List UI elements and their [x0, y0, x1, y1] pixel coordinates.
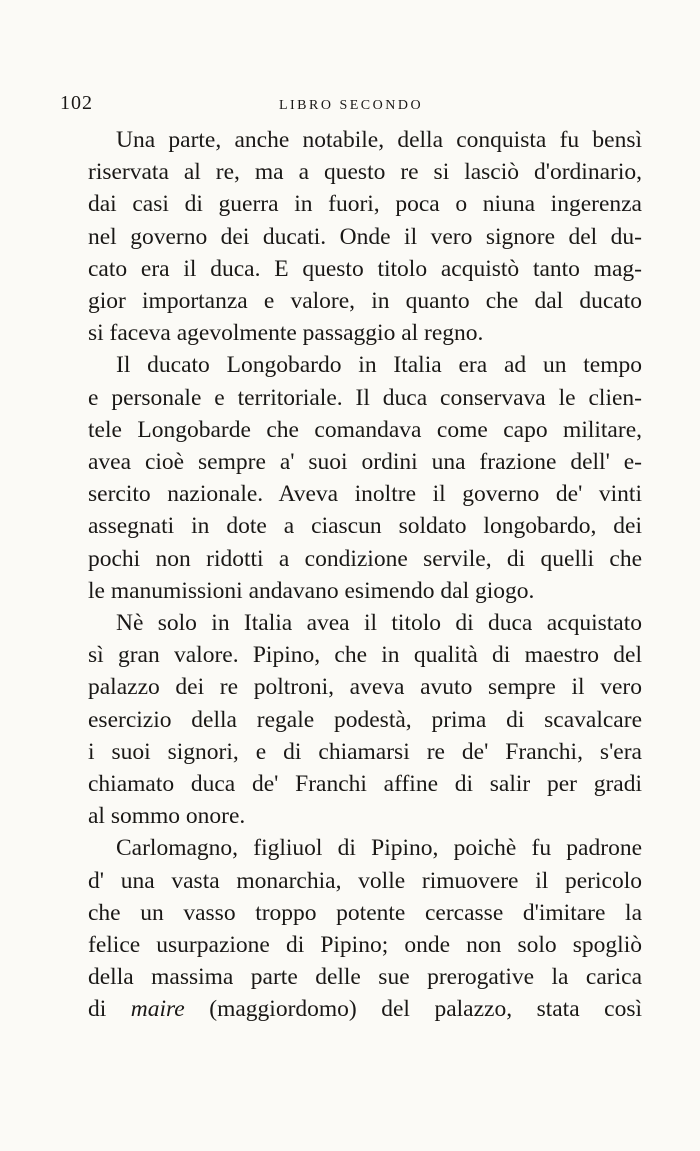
text-run: di: [88, 996, 131, 1023]
text-line: al sommo onore.: [88, 803, 246, 830]
page-number: 102: [60, 92, 93, 114]
text-line: pochi non ridotti a condizione servile, di quelli che: [88, 545, 642, 572]
text-line: assegnati in dote a ciascun soldato longobardo, dei: [88, 513, 642, 540]
text-line: tele Longobarde che comandava come capo militare,: [88, 416, 642, 443]
text-line: gior importanza e valore, in quanto che dal ducato: [88, 288, 642, 315]
text-line: dai casi di guerra in fuori, poca o niuna ingerenza: [88, 191, 642, 218]
text-line-final: [60, 993, 642, 1025]
text-line: nel governo dei ducati. Onde il vero signore del du-: [88, 223, 642, 250]
text-line: i suoi signori, e di chiamarsi re de' Franchi, s'era: [88, 738, 642, 765]
text-line: avea cioè sempre a' suoi ordini una frazione dell' e-: [88, 449, 642, 476]
text-line: d' una vasta monarchia, volle rimuovere il pericolo: [88, 867, 642, 894]
paragraph-1: [60, 124, 642, 349]
italic-term: maire: [130, 996, 185, 1023]
text-line: Una parte, anche notabile, della conquista fu bensì: [116, 127, 642, 153]
text-line: della massima parte delle sue prerogative la carica: [88, 964, 642, 991]
text-line: sercito nazionale. Aveva inoltre il governo de' vinti: [88, 481, 642, 508]
text-line: che un vasso troppo potente cercasse d'imitare la: [88, 899, 642, 926]
running-head: [60, 92, 642, 122]
text-run: (maggiordomo) del palazzo, stata così: [184, 996, 642, 1023]
paragraph-2: [60, 349, 642, 607]
text-line: si faceva agevolmente passaggio al regno.: [88, 320, 484, 347]
text-line: esercizio della regale podestà, prima di scavalcare: [88, 706, 642, 733]
text-line: le manumissioni andavano esimendo dal giogo.: [88, 577, 535, 604]
text-line: sì gran valore. Pipino, che in qualità di maestro del: [88, 642, 642, 669]
text-line: Carlomagno, figliuol di Pipino, poichè fu padrone: [116, 835, 642, 862]
text-line: palazzo dei re poltroni, aveva avuto sempre il vero: [88, 674, 642, 701]
paragraph-3: [60, 607, 642, 832]
text-line: chiamato duca de' Franchi affine di salir per gradi: [88, 771, 642, 798]
text-line: felice usurpazione di Pipino; onde non solo spogliò: [88, 932, 642, 959]
text-line: cato era il duca. E questo titolo acquistò tanto mag-: [88, 255, 642, 282]
running-title: LIBRO SECONDO: [278, 98, 424, 113]
text-line: riservata al re, ma a questo re si lasciò d'ordinario,: [88, 159, 642, 186]
text-line: Nè solo in Italia avea il titolo di duca acquistato: [116, 610, 642, 637]
paragraph-4: [60, 832, 642, 1025]
body-text: [60, 124, 642, 1026]
text-line: Il ducato Longobardo in Italia era ad un tempo: [116, 352, 642, 379]
text-line: e personale e territoriale. Il duca conservava le clien-: [88, 384, 642, 411]
